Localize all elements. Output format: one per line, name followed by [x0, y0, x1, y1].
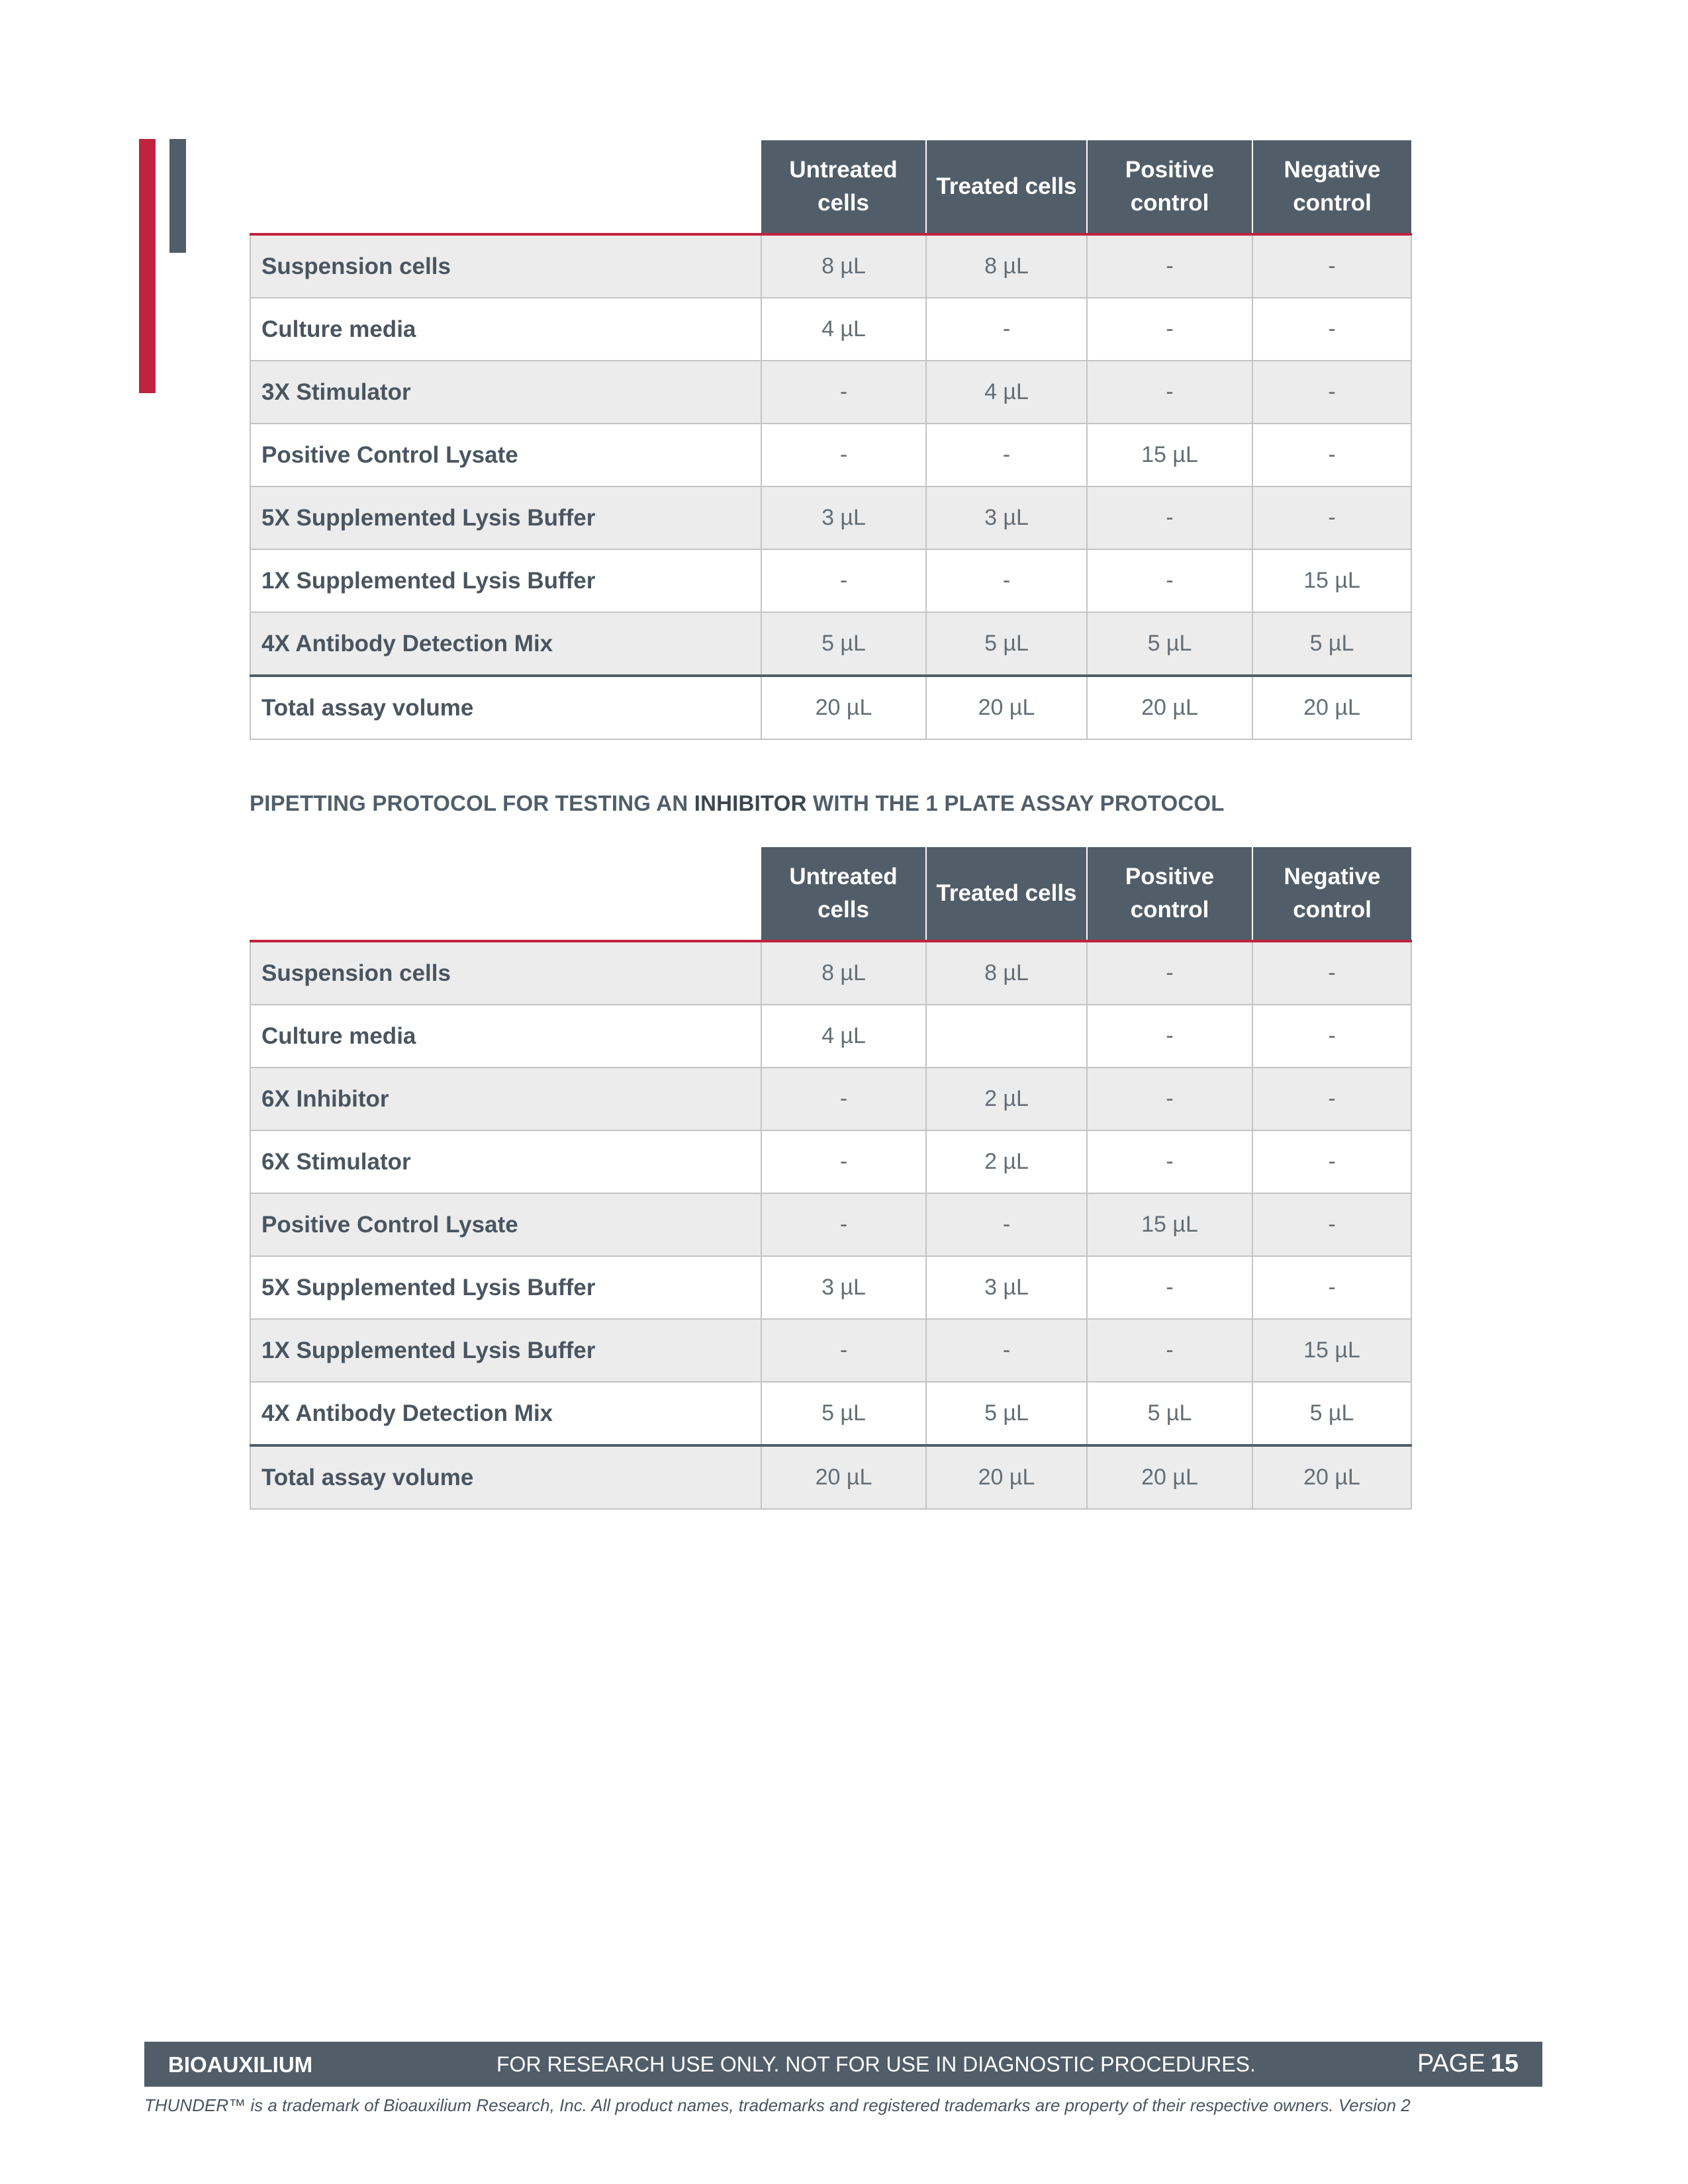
row-value: -: [1252, 298, 1411, 361]
row-value: 3 µL: [761, 486, 926, 549]
table-row: [250, 1382, 1411, 1445]
row-value: 5 µL: [926, 612, 1087, 676]
footer-notice: FOR RESEARCH USE ONLY. NOT FOR USE IN DIAGNOSTIC PROCEDURES.: [496, 2052, 1256, 2076]
decorative-red-bar: [139, 139, 156, 393]
row-label: Total assay volume: [250, 676, 761, 739]
row-value: 3 µL: [926, 486, 1087, 549]
column-header-treated: Treated cells: [926, 140, 1087, 234]
footer-brand: BIOAUXILIUM: [168, 2052, 313, 2077]
row-value: 8 µL: [761, 234, 926, 298]
header-blank-cell: [250, 847, 761, 941]
row-value: 20 µL: [761, 676, 926, 739]
row-value: -: [1252, 941, 1411, 1005]
row-value: -: [1087, 298, 1252, 361]
table-row: [250, 234, 1411, 298]
table-row: [250, 1193, 1411, 1256]
table-row: [250, 1005, 1411, 1068]
row-value: 20 µL: [926, 676, 1087, 739]
pipetting-table-inhibitor: [250, 847, 1412, 1510]
row-label: Suspension cells: [250, 941, 761, 1005]
row-value: -: [1087, 1256, 1252, 1319]
page-label: PAGE: [1417, 2050, 1485, 2077]
pipetting-table-stimulator: [250, 140, 1412, 740]
row-label: 3X Stimulator: [250, 361, 761, 424]
row-value: 5 µL: [761, 1382, 926, 1445]
row-value: [926, 1005, 1087, 1068]
table-row: [250, 612, 1411, 676]
table-row: [250, 486, 1411, 549]
table-row: [250, 298, 1411, 361]
row-value: 3 µL: [761, 1256, 926, 1319]
row-value: 15 µL: [1252, 1319, 1411, 1382]
table-row: [250, 1319, 1411, 1382]
row-label: 1X Supplemented Lysis Buffer: [250, 1319, 761, 1382]
row-value: -: [1087, 486, 1252, 549]
row-label: 6X Inhibitor: [250, 1068, 761, 1130]
row-value: 5 µL: [1252, 612, 1411, 676]
row-value: -: [1252, 1068, 1411, 1130]
row-label: 1X Supplemented Lysis Buffer: [250, 549, 761, 612]
row-label: Suspension cells: [250, 234, 761, 298]
table-row: [250, 1068, 1411, 1130]
row-label: 6X Stimulator: [250, 1130, 761, 1193]
column-header-negative-control: Negative control: [1252, 847, 1411, 941]
row-value: -: [1252, 1130, 1411, 1193]
row-label: Culture media: [250, 298, 761, 361]
row-value: -: [1087, 941, 1252, 1005]
row-label: Positive Control Lysate: [250, 1193, 761, 1256]
row-value: 20 µL: [1252, 676, 1411, 739]
row-value: -: [1087, 1319, 1252, 1382]
row-value: 5 µL: [926, 1382, 1087, 1445]
row-label: Culture media: [250, 1005, 761, 1068]
table-row: [250, 549, 1411, 612]
section-title-text: PIPETTING PROTOCOL FOR TESTING AN: [250, 791, 694, 815]
column-header-negative-control: Negative control: [1252, 140, 1411, 234]
row-value: -: [1087, 1130, 1252, 1193]
total-row: [250, 676, 1411, 739]
row-value: -: [1252, 424, 1411, 486]
row-value: 3 µL: [926, 1256, 1087, 1319]
row-value: 2 µL: [926, 1130, 1087, 1193]
header-blank-cell: [250, 140, 761, 234]
table-row: [250, 361, 1411, 424]
page-number: 15: [1490, 2050, 1519, 2077]
row-value: 2 µL: [926, 1068, 1087, 1130]
total-row: [250, 1445, 1411, 1509]
row-label: Positive Control Lysate: [250, 424, 761, 486]
row-label: 4X Antibody Detection Mix: [250, 612, 761, 676]
table-header-row: [250, 140, 1411, 234]
row-value: -: [926, 424, 1087, 486]
row-value: -: [761, 1068, 926, 1130]
row-value: 5 µL: [1252, 1382, 1411, 1445]
row-value: -: [1087, 1068, 1252, 1130]
row-value: -: [1252, 1193, 1411, 1256]
row-value: -: [1087, 234, 1252, 298]
row-value: 20 µL: [1252, 1445, 1411, 1509]
table-row: [250, 424, 1411, 486]
page-indicator: [1417, 2050, 1519, 2078]
row-value: 4 µL: [761, 298, 926, 361]
row-value: 20 µL: [761, 1445, 926, 1509]
row-value: -: [1087, 1005, 1252, 1068]
row-value: -: [761, 1319, 926, 1382]
row-value: 20 µL: [1087, 676, 1252, 739]
row-value: -: [761, 549, 926, 612]
footer-bar: [144, 2042, 1542, 2087]
row-value: 5 µL: [1087, 612, 1252, 676]
row-value: 15 µL: [1087, 1193, 1252, 1256]
row-value: -: [761, 1193, 926, 1256]
table-row: [250, 1256, 1411, 1319]
row-value: 8 µL: [761, 941, 926, 1005]
column-header-untreated: Untreated cells: [761, 847, 926, 941]
table-header-row: [250, 847, 1411, 941]
row-value: 20 µL: [1087, 1445, 1252, 1509]
row-value: -: [1252, 234, 1411, 298]
row-value: 5 µL: [1087, 1382, 1252, 1445]
column-header-positive-control: Positive control: [1087, 140, 1252, 234]
row-value: 4 µL: [926, 361, 1087, 424]
column-header-untreated: Untreated cells: [761, 140, 926, 234]
row-value: 8 µL: [926, 234, 1087, 298]
row-value: -: [1252, 1256, 1411, 1319]
row-label: 5X Supplemented Lysis Buffer: [250, 1256, 761, 1319]
row-value: 8 µL: [926, 941, 1087, 1005]
row-value: 15 µL: [1252, 549, 1411, 612]
row-value: -: [1252, 1005, 1411, 1068]
row-value: -: [761, 361, 926, 424]
row-value: -: [926, 549, 1087, 612]
row-value: 4 µL: [761, 1005, 926, 1068]
row-value: -: [1252, 361, 1411, 424]
row-value: -: [1087, 549, 1252, 612]
row-value: 15 µL: [1087, 424, 1252, 486]
row-label: Total assay volume: [250, 1445, 761, 1509]
section-title-text-end: WITH THE 1 PLATE ASSAY PROTOCOL: [806, 791, 1225, 815]
row-value: -: [926, 298, 1087, 361]
row-value: -: [926, 1319, 1087, 1382]
row-value: -: [761, 1130, 926, 1193]
row-value: -: [926, 1193, 1087, 1256]
row-label: 4X Antibody Detection Mix: [250, 1382, 761, 1445]
table-row: [250, 1130, 1411, 1193]
row-value: 20 µL: [926, 1445, 1087, 1509]
row-value: -: [1252, 486, 1411, 549]
section-title: [250, 791, 1225, 816]
section-title-highlight: INHIBITOR: [694, 791, 807, 815]
row-label: 5X Supplemented Lysis Buffer: [250, 486, 761, 549]
trademark-notice: THUNDER™ is a trademark of Bioauxilium Research, Inc. All product names, trademarks and registered trademarks are property of their respective owners. Version 2: [144, 2095, 1411, 2115]
column-header-positive-control: Positive control: [1087, 847, 1252, 941]
row-value: -: [761, 424, 926, 486]
row-value: -: [1087, 361, 1252, 424]
table-row: [250, 941, 1411, 1005]
decorative-gray-bar: [169, 139, 186, 253]
column-header-treated: Treated cells: [926, 847, 1087, 941]
row-value: 5 µL: [761, 612, 926, 676]
